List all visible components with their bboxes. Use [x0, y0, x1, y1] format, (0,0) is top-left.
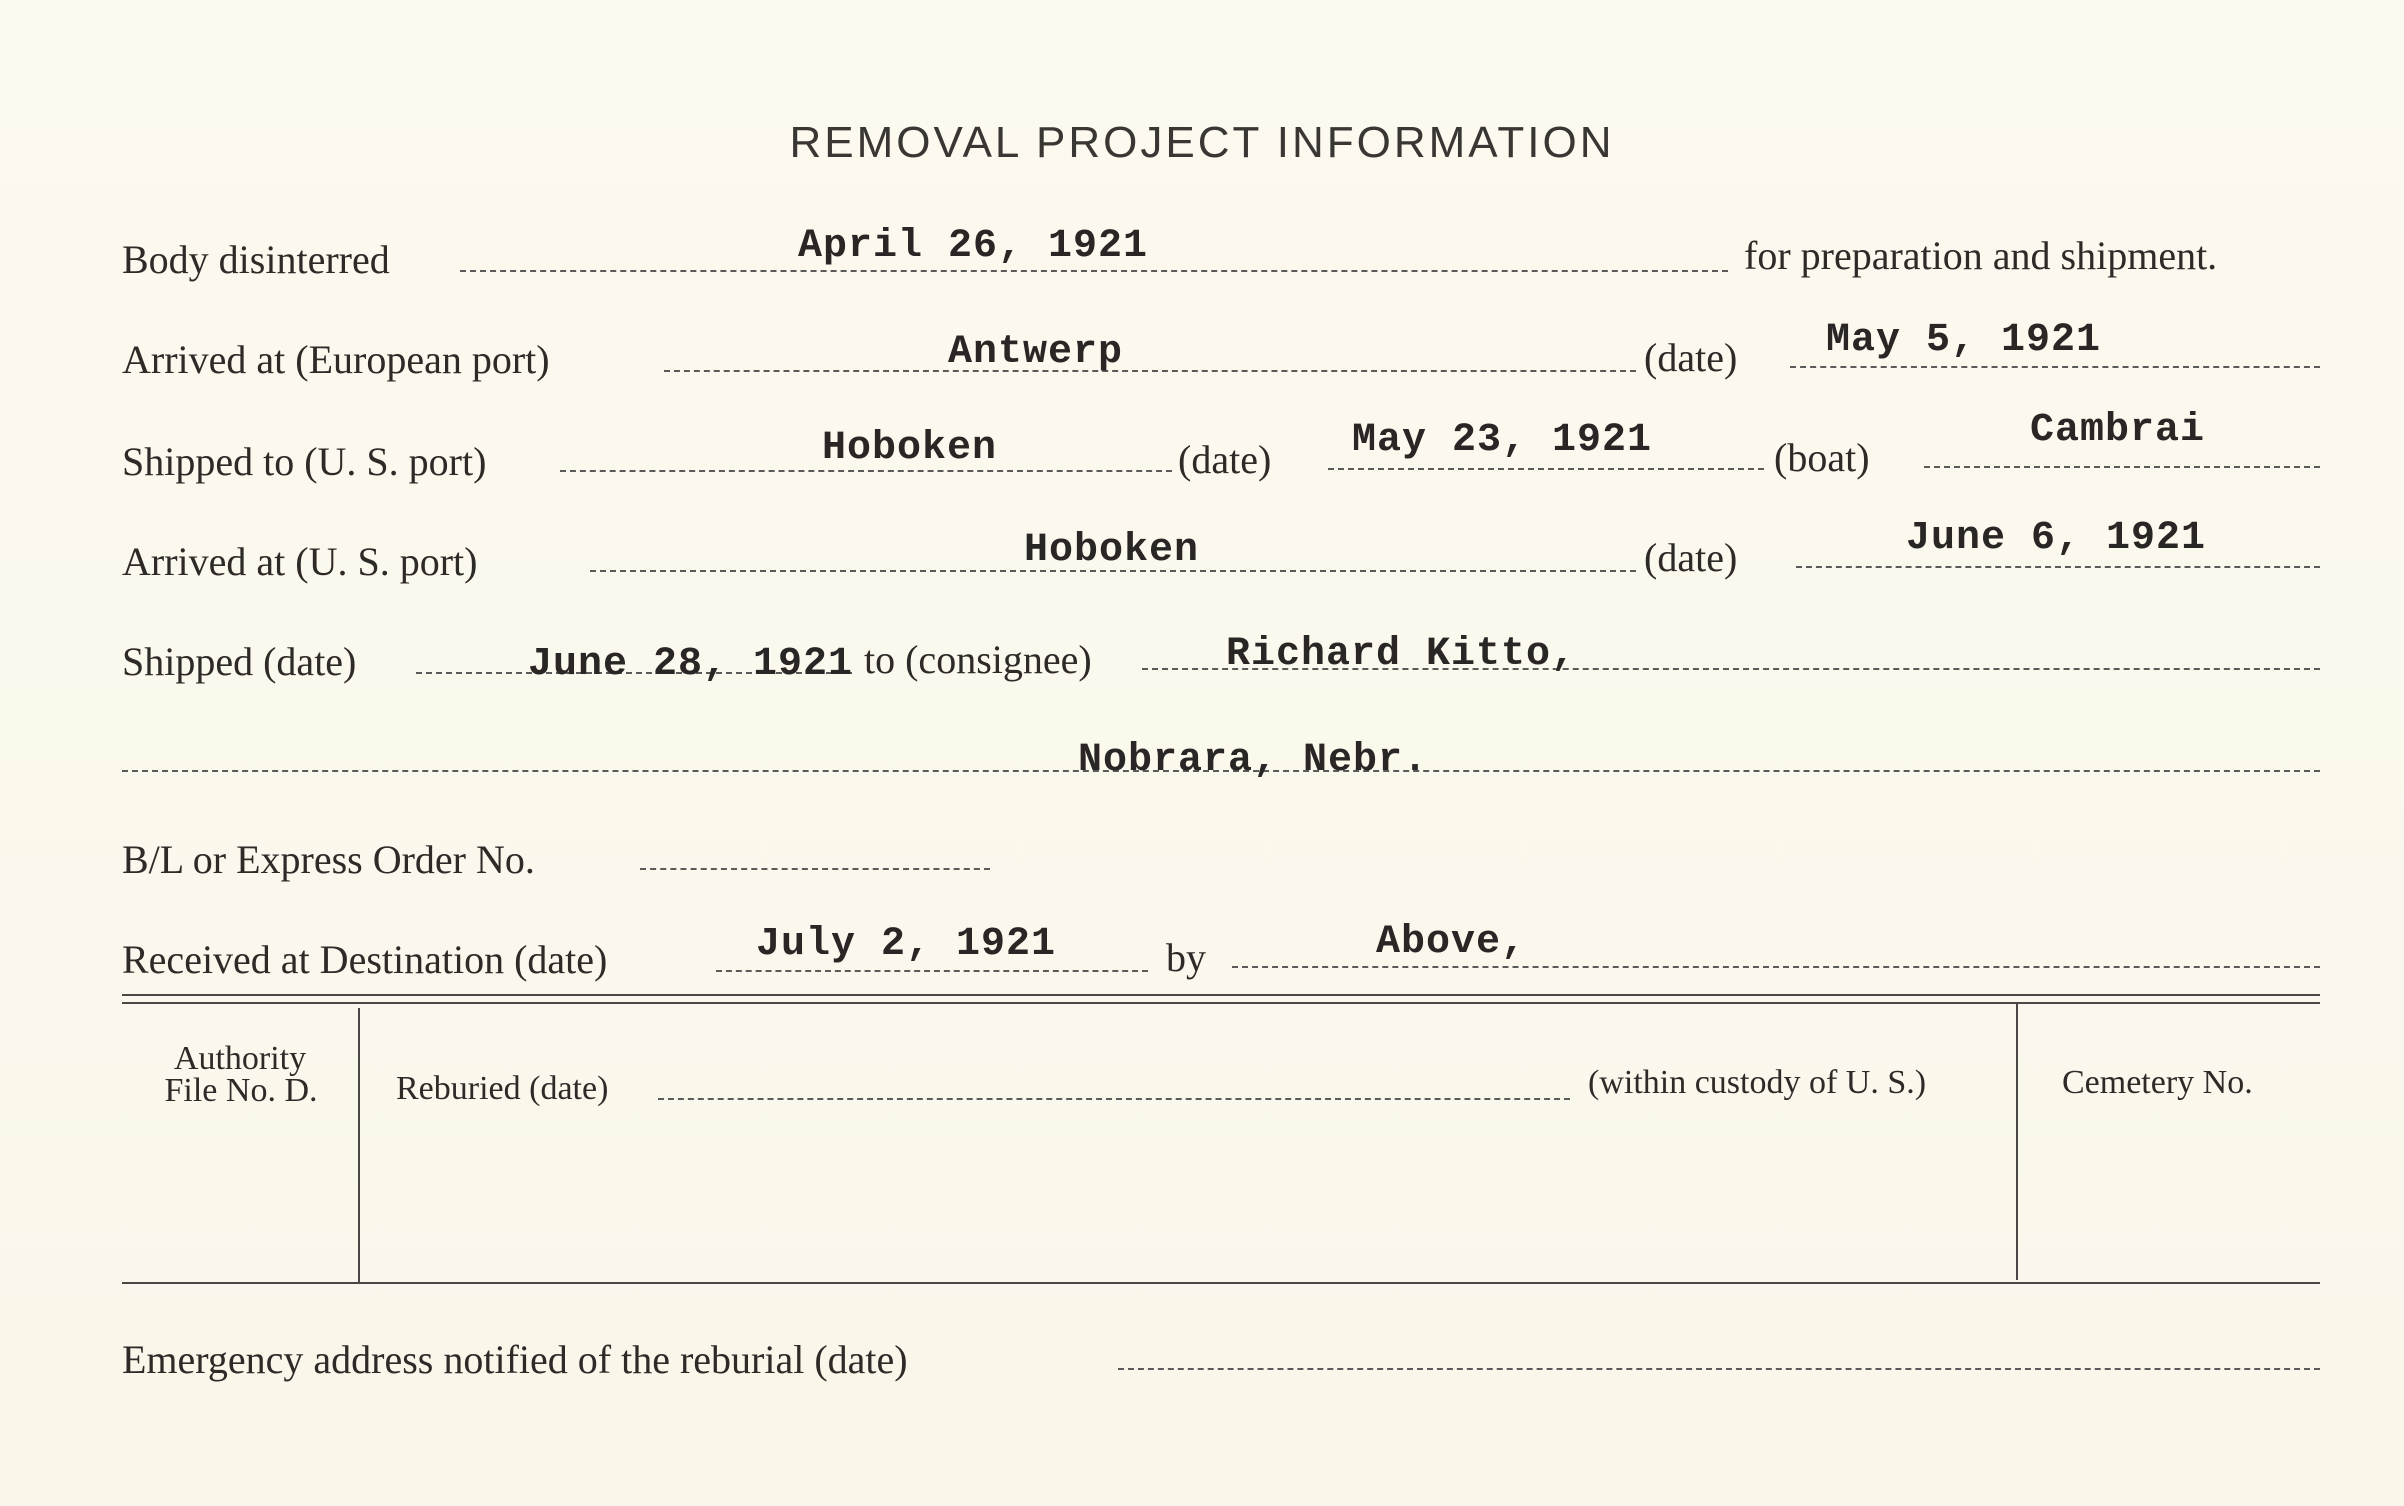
- table-top-rule-2: [122, 1002, 2320, 1004]
- table-divider-right: [2016, 1004, 2018, 1280]
- shipped-to-label: Shipped to (U. S. port): [122, 439, 487, 484]
- consignee-address: Nobrara, Nebr.: [1078, 738, 1429, 783]
- table-divider-left: [358, 1008, 360, 1284]
- arrived-us-label: Arrived at (U. S. port): [122, 539, 478, 584]
- consignee-label: to (consignee): [864, 637, 1092, 682]
- arrived-european-date-label: (date): [1644, 335, 1738, 380]
- authority-label-2: File No. D.: [164, 1072, 318, 1109]
- boat-label: (boat): [1774, 435, 1870, 480]
- arrived-us-date-line: [1796, 566, 2320, 568]
- body-disinterred-value: April 26, 1921: [798, 224, 1149, 269]
- consignee-name: Richard Kitto,: [1226, 632, 1577, 677]
- arrived-european-port: Antwerp: [948, 330, 1124, 375]
- authority-label-1: Authority: [173, 1040, 307, 1077]
- shipped-to-date: May 23, 1921: [1352, 418, 1653, 463]
- arrived-us-date: June 6, 1921: [1906, 516, 2207, 561]
- by-label: by: [1166, 935, 1206, 980]
- cemetery-label: Cemetery No.: [2062, 1064, 2253, 1101]
- received-date: July 2, 1921: [756, 922, 1057, 967]
- arrived-european-line: [664, 370, 1636, 372]
- body-disinterred-suffix: for preparation and shipment.: [1744, 233, 2218, 278]
- bl-label: B/L or Express Order No.: [122, 837, 535, 882]
- shipped-date-value: June 28, 1921: [528, 642, 854, 687]
- shipped-to-port: Hoboken: [822, 426, 998, 471]
- table-top-rule: [122, 994, 2320, 996]
- emergency-line: [1118, 1368, 2320, 1370]
- boat-value: Cambrai: [2030, 408, 2206, 453]
- arrived-european-date-line: [1790, 366, 2320, 368]
- received-by-line: [1232, 966, 2320, 968]
- shipped-date-label: Shipped (date): [122, 639, 357, 684]
- body-disinterred-label: Body disinterred: [122, 237, 390, 282]
- received-by: Above,: [1376, 920, 1527, 965]
- received-label: Received at Destination (date): [122, 937, 608, 982]
- arrived-european-date: May 5, 1921: [1826, 318, 2102, 363]
- reburied-line: [658, 1098, 1570, 1100]
- table-bottom-rule: [122, 1282, 2320, 1284]
- body-disinterred-line: [460, 270, 1728, 272]
- bl-line: [640, 868, 990, 870]
- reburied-label: Reburied (date): [396, 1070, 609, 1107]
- received-date-line: [716, 970, 1148, 972]
- arrived-european-label: Arrived at (European port): [122, 337, 550, 382]
- arrived-us-date-label: (date): [1644, 535, 1738, 580]
- custody-label: (within custody of U. S.): [1588, 1064, 1927, 1101]
- boat-line: [1924, 466, 2320, 468]
- arrived-us-port: Hoboken: [1024, 528, 1200, 573]
- emergency-label: Emergency address notified of the reburial (date): [122, 1337, 908, 1382]
- shipped-to-date-label: (date): [1178, 437, 1272, 482]
- shipped-to-date-line: [1328, 468, 1764, 470]
- form-title: REMOVAL PROJECT INFORMATION: [789, 118, 1615, 167]
